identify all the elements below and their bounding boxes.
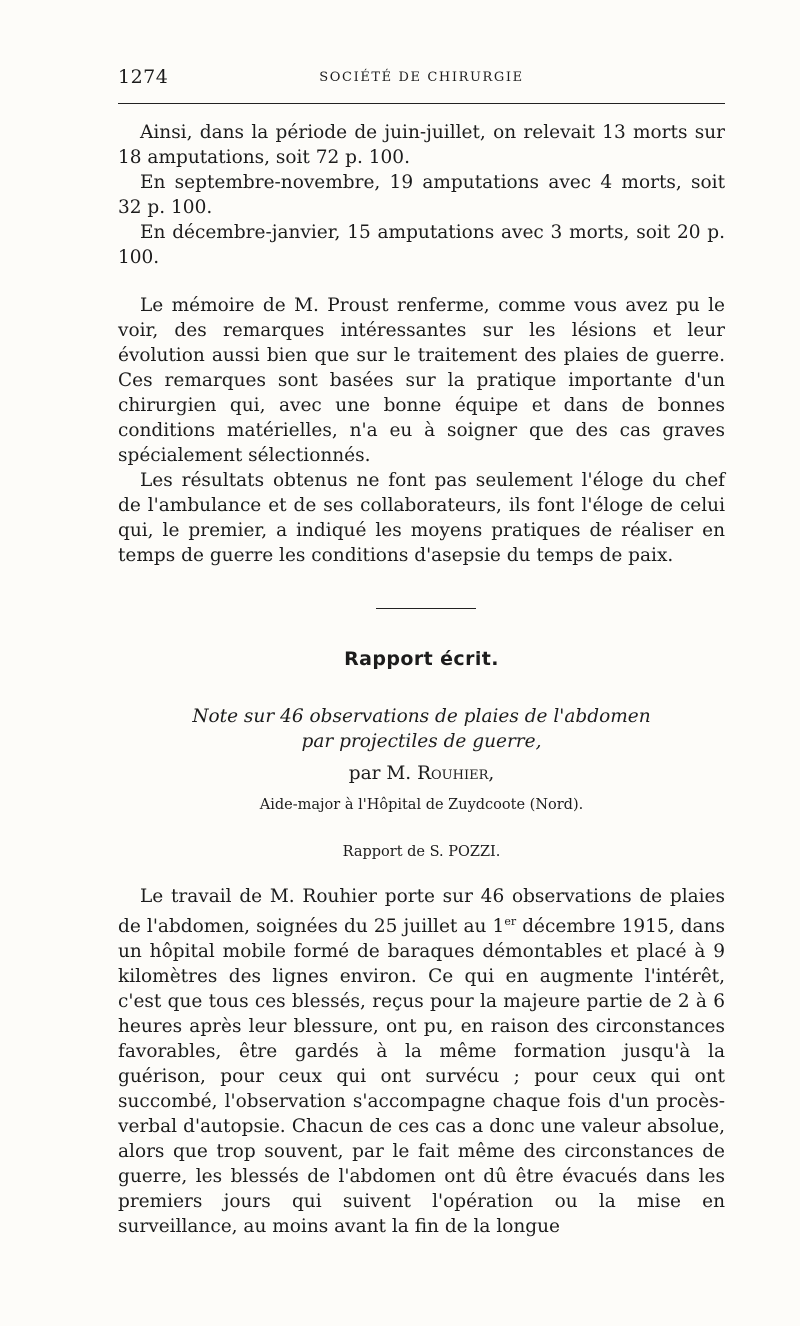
stat-line: En septembre-novembre, 19 amputations avec 4 morts, soit 32 p. 100.: [118, 172, 725, 218]
running-title: SOCIÉTÉ DE CHIRURGIE: [319, 70, 524, 85]
paragraph: [118, 884, 725, 1239]
rouhier-report-body: [118, 884, 725, 1239]
paragraph: Les résultats obtenus ne font pas seulement l'éloge du chef de l'ambulance et de ses collaborateurs, ils font l'éloge de celui qui, le premier, a indiqué les moyens pratiques de réaliser en temps de guerre les conditions d'asepsie du temps de paix.: [118, 470, 725, 566]
header-rule: [118, 103, 725, 104]
author-name: Rouhier,: [417, 763, 495, 784]
author-line: [118, 763, 725, 784]
paragraph: Le mémoire de M. Proust renferme, comme vous avez pu le voir, des remarques intéressantes sur les lésions et leur évolution aussi bien que sur le traitement des plaies de guerre. Ces remarques sont basées sur la pratique importante d'un chirurgien qui, avec une bonne équipe et dans de bonnes conditions matérielles, n'a eu à soigner que des cas graves spécialement sélectionnés.: [118, 295, 725, 466]
section-separator: [376, 608, 476, 609]
proust-discussion: [118, 293, 725, 568]
stat-line: En décembre-janvier, 15 amputations avec 3 morts, soit 20 p. 100.: [118, 222, 725, 268]
paragraph-text: Le travail de M. Rouhier porte sur 46 observations de plaies de l'abdomen, soignées du 25 juillet au 1: [118, 886, 725, 938]
note-title: [118, 704, 725, 754]
page-header: [118, 66, 725, 90]
stat-line: Ainsi, dans la période de juin-juillet, on relevait 13 morts sur 18 amputations, soit 72 p. 100.: [118, 122, 725, 168]
reporter-line: Rapport de S. POZZI.: [342, 844, 501, 860]
amputation-stats: [118, 120, 725, 270]
page-number: 1274: [118, 66, 169, 88]
note-title-line: Note sur 46 observations de plaies de l'abdomen: [192, 706, 651, 727]
section-title: Rapport écrit.: [344, 648, 499, 670]
author-prefix: par M.: [348, 763, 412, 784]
author-affiliation: Aide-major à l'Hôpital de Zuydcoote (Nord).: [259, 797, 584, 813]
superscript: er: [504, 915, 517, 928]
note-title-line: par projectiles de guerre,: [301, 731, 542, 752]
paragraph-text-cont: décembre 1915, dans un hôpital mobile formé de baraques démontables et placé à 9 kilomètres des lignes environ. Ce qui en augmente l'intérêt, c'est que tous ces blessés, reçus pour la majeure partie de 2 à 6 heures après leur blessure, ont pu, en raison des circonstances favorables, être gardés à la même formation jusqu'à la guérison, pour ceux qui ont survécu ; pour ceux qui ont succombé, l'observation s'accompagne chaque fois d'un procès-verbal d'autopsie. Chacun de ces cas a donc une valeur absolue, alors que trop souvent, par le fait même des circonstances de guerre, les blessés de l'abdomen ont dû être évacués dans les premiers jours qui suivent l'opération ou la mise en surveillance, au moins avant la fin de la longue: [118, 916, 725, 1238]
